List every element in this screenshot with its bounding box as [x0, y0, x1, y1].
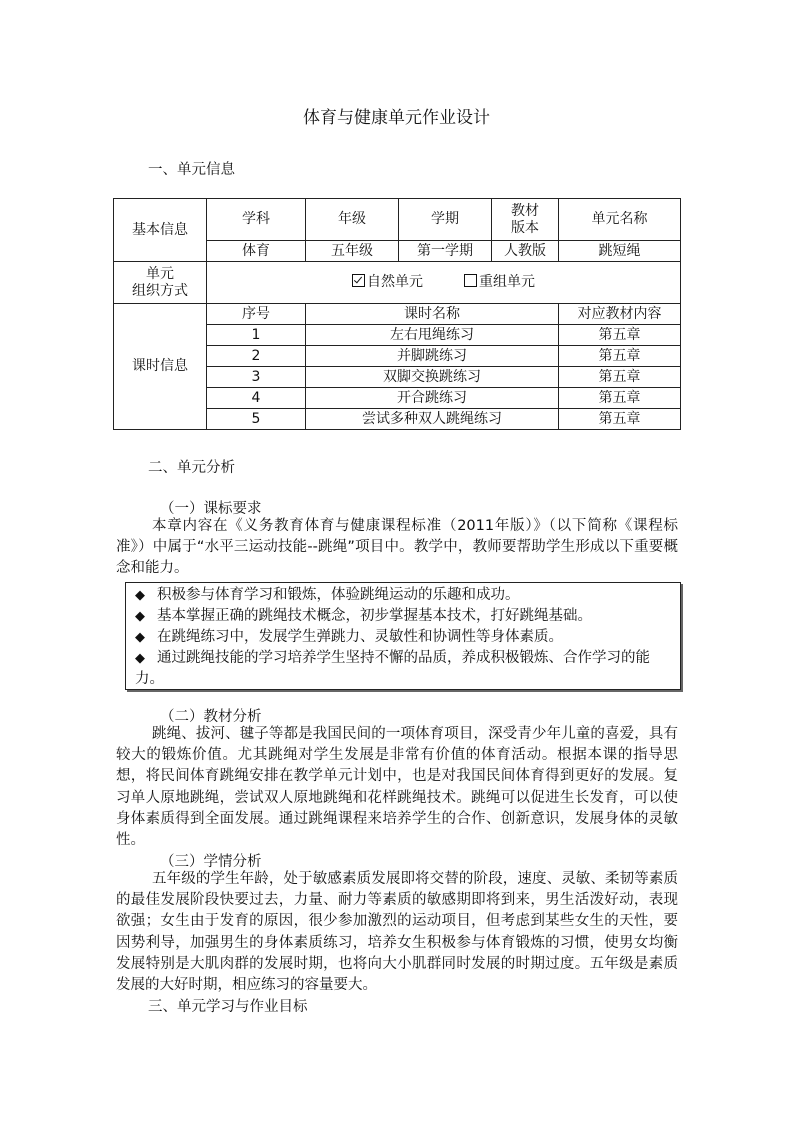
subsection-learner-heading: （三）学情分析 [160, 854, 262, 870]
lesson-header-chapter: 对应教材内容 [559, 304, 681, 325]
list-item [135, 648, 672, 690]
lesson-no: 3 [207, 367, 306, 388]
section-goals-heading: 三、单元学习与作业目标 [148, 999, 308, 1015]
subsection-curriculum-heading: （一）课标要求 [160, 501, 262, 517]
list-item [135, 606, 672, 627]
list-item [135, 585, 672, 606]
diamond-bullet-icon: ◆ [135, 651, 145, 666]
header-textbook-version [492, 199, 559, 241]
org-method-label [114, 262, 207, 304]
header-term: 学期 [399, 199, 492, 241]
org-label-line1: 单元 [146, 265, 174, 282]
lesson-no: 5 [207, 409, 306, 430]
key-concepts-box [125, 582, 681, 690]
list-item [135, 627, 672, 648]
lesson-header-no: 序号 [207, 304, 306, 325]
lesson-chapter: 第五章 [559, 388, 681, 409]
lesson-no: 4 [207, 388, 306, 409]
value-unit-name: 跳短绳 [559, 241, 681, 262]
learner-paragraph: 五年级的学生年龄，处于敏感素质发展即将交替的阶段，速度、灵敏、柔韧等素质的最佳发展阶段快要过去，力量、耐力等素质的敏感期即将到来，男生活泼好动，表现欲强；女生由于发育的原因，很少参加激烈的运动项目，但考虑到某些女生的天性，要因势利导，加强男生的身体素质练习，培养女生积极参与体育锻炼的习惯，使男女均衡发展特别是大肌肉群的发展时期，也将向大小肌群同时发展的时期过度。五年级是素质发展的大好时期，相应练习的容量要大。 [116, 871, 678, 994]
curriculum-paragraph: 本章内容在《义务教育体育与健康课程标准（2011年版）》（以下简称《课程标准》）中属于“水平三运动技能--跳绳”项目中。教学中，教师要帮助学生形成以下重要概念和能力。 [116, 518, 678, 577]
lesson-chapter: 第五章 [559, 367, 681, 388]
lesson-no: 2 [207, 346, 306, 367]
header-unit-name: 单元名称 [559, 199, 681, 241]
bullet-text: 积极参与体育学习和锻炼，体验跳绳运动的乐趣和成功。 [157, 587, 520, 603]
natural-unit-option[interactable] [352, 274, 427, 290]
diamond-bullet-icon: ◆ [135, 588, 145, 603]
diamond-bullet-icon: ◆ [135, 630, 145, 645]
value-subject: 体育 [207, 241, 306, 262]
bullet-text: 基本掌握正确的跳绳技术概念，初步掌握基本技术，打好跳绳基础。 [157, 608, 592, 624]
lesson-name: 尝试多种双人跳绳练习 [306, 409, 559, 430]
section-unit-info-heading: 一、单元信息 [148, 162, 235, 178]
subsection-material-heading: （二）教材分析 [160, 709, 262, 725]
section-unit-analysis-heading: 二、单元分析 [148, 460, 235, 476]
lesson-header-name: 课时名称 [306, 304, 559, 325]
diamond-bullet-icon: ◆ [135, 609, 145, 624]
checkbox-checked-icon[interactable] [352, 274, 365, 287]
checkbox-unchecked-icon[interactable] [464, 274, 477, 287]
value-grade: 五年级 [306, 241, 399, 262]
lesson-name: 左右甩绳练习 [306, 325, 559, 346]
header-textbook-line2: 版本 [511, 219, 539, 236]
natural-unit-label: 自然单元 [367, 274, 424, 290]
value-textbook-version: 人教版 [492, 241, 559, 262]
lesson-chapter: 第五章 [559, 325, 681, 346]
lesson-name: 并脚跳练习 [306, 346, 559, 367]
bullet-text: 通过跳绳技能的学习培养学生坚持不懈的品质，养成积极锻炼、合作学习的能力。 [135, 650, 650, 687]
header-grade: 年级 [306, 199, 399, 241]
regroup-unit-option[interactable] [464, 274, 535, 290]
lesson-no: 1 [207, 325, 306, 346]
value-term: 第一学期 [399, 241, 492, 262]
org-method-options [207, 262, 681, 304]
lesson-info-label: 课时信息 [114, 304, 207, 430]
org-label-line2: 组织方式 [132, 282, 188, 299]
lesson-name: 双脚交换跳练习 [306, 367, 559, 388]
unit-info-table [113, 198, 681, 430]
basic-info-label: 基本信息 [114, 199, 207, 262]
lesson-name: 开合跳练习 [306, 388, 559, 409]
lesson-chapter: 第五章 [559, 346, 681, 367]
regroup-unit-label: 重组单元 [478, 274, 535, 290]
header-textbook-line1: 教材 [511, 202, 539, 219]
lesson-chapter: 第五章 [559, 409, 681, 430]
bullet-text: 在跳绳练习中，发展学生弹跳力、灵敏性和协调性等身体素质。 [157, 629, 563, 645]
document-title: 体育与健康单元作业设计 [303, 108, 490, 128]
material-paragraph: 跳绳、拔河、毽子等都是我国民间的一项体育项目，深受青少年儿童的喜爱，具有较大的锻炼价值。尤其跳绳对学生发展是非常有价值的体育活动。根据本课的指导思想，将民间体育跳绳安排在教学单元计划中，也是对我国民间体育得到更好的发展。复习单人原地跳绳，尝试双人原地跳绳和花样跳绳技术。跳绳可以促进生长发育，可以使身体素质得到全面发展。通过跳绳课程来培养学生的合作、创新意识，发展身体的灵敏性。 [116, 726, 678, 849]
header-subject: 学科 [207, 199, 306, 241]
